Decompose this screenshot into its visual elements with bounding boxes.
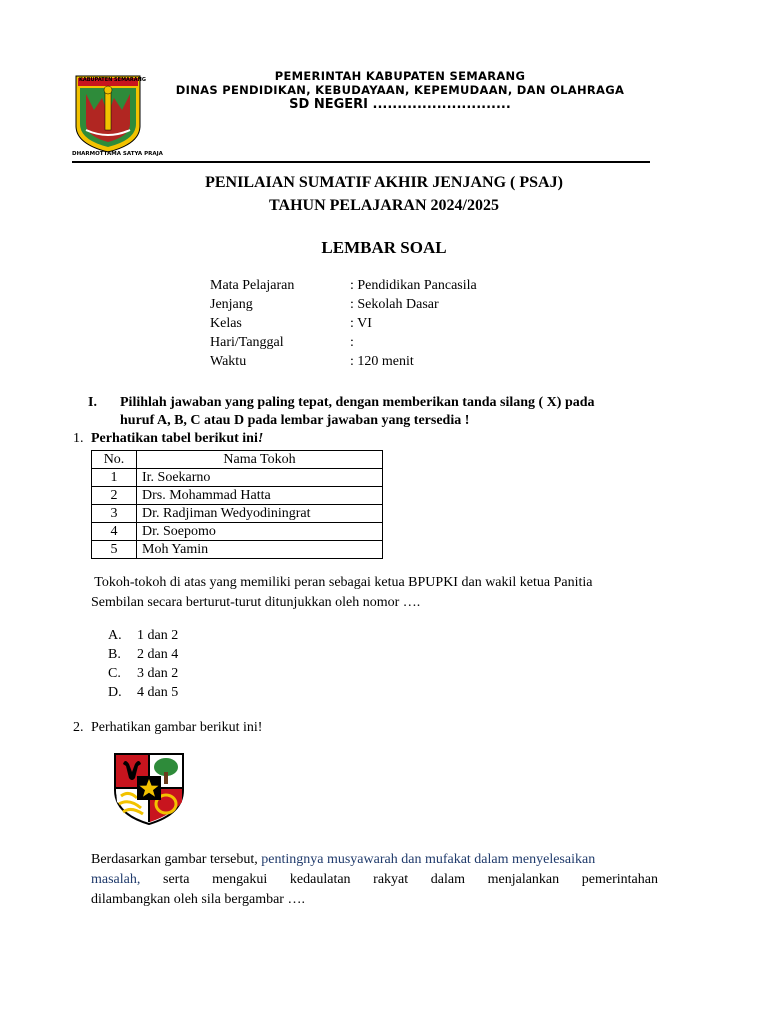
prompt-end: !	[257, 431, 264, 446]
option-c[interactable]	[108, 666, 179, 685]
info-value: : Pendidikan Pancasila	[350, 278, 477, 293]
question-number: 2.	[73, 720, 84, 735]
table-header-row	[92, 451, 383, 469]
exam-title: PENILAIAN SUMATIF AKHIR JENJANG ( PSAJ)	[205, 174, 563, 191]
row-name: Drs. Mohammad Hatta	[137, 487, 383, 505]
stem-word: kedaulatan	[289, 872, 351, 887]
garuda-shield-emblem	[113, 752, 185, 826]
row-number: 4	[92, 523, 137, 541]
option-letter: D.	[108, 685, 122, 700]
stem-word: serta	[163, 872, 190, 887]
option-letter: C.	[108, 666, 121, 681]
row-number: 2	[92, 487, 137, 505]
table-row	[92, 505, 383, 523]
section-instruction-2: huruf A, B, C atau D pada lembar jawaban yang tersedia !	[120, 413, 470, 428]
stem-word: menjalankan	[487, 872, 560, 887]
question-stem-1: Tokoh-tokoh di atas yang memiliki peran sebagai ketua BPUPKI dan wakil ketua Panitia	[91, 575, 593, 590]
logo-motto: DHARMOTTAMA SATYA PRAJA	[72, 151, 163, 157]
table-header: Nama Tokoh	[137, 451, 383, 469]
option-a[interactable]	[108, 628, 179, 647]
row-name: Dr. Soepomo	[137, 523, 383, 541]
prompt-text: Perhatikan tabel berikut ini	[91, 431, 258, 446]
row-number: 5	[92, 541, 137, 559]
question-stem-line-3: dilambangkan oleh sila bergambar ….	[91, 892, 305, 907]
section-instruction-1: Pilihlah jawaban yang paling tepat, dengan memberikan tanda silang ( X) pada	[120, 395, 595, 410]
answer-options	[108, 628, 179, 704]
table-header: No.	[92, 451, 137, 469]
info-value: : VI	[350, 316, 372, 331]
row-number: 1	[92, 469, 137, 487]
figures-table	[91, 450, 383, 559]
stem-word: dalam	[430, 872, 465, 887]
row-name: Ir. Soekarno	[137, 469, 383, 487]
option-text: 1 dan 2	[137, 628, 179, 643]
stem-word: masalah,	[91, 872, 141, 887]
regency-logo	[72, 74, 144, 160]
info-label: Kelas	[210, 316, 242, 331]
option-text: 4 dan 5	[137, 685, 179, 700]
row-name: Moh Yamin	[137, 541, 383, 559]
table-row	[92, 487, 383, 505]
info-value: : Sekolah Dasar	[350, 297, 439, 312]
exam-year: TAHUN PELAJARAN 2024/2025	[269, 197, 499, 214]
logo-top-text: KABUPATEN SEMARANG	[79, 77, 146, 83]
stem-word: mengakui	[212, 872, 268, 887]
info-label: Jenjang	[210, 297, 253, 312]
info-label: Mata Pelajaran	[210, 278, 295, 293]
stem-text-highlight: pentingnya musyawarah dan mufakat dalam menyelesaikan	[261, 852, 596, 867]
info-label: Waktu	[210, 354, 247, 369]
option-d[interactable]	[108, 685, 179, 704]
option-letter: A.	[108, 628, 122, 643]
stem-word: pemerintahan	[581, 872, 658, 887]
header-divider	[72, 161, 650, 163]
table-row	[92, 541, 383, 559]
row-number: 3	[92, 505, 137, 523]
info-value: : 120 menit	[350, 354, 414, 369]
question-number: 1.	[73, 431, 84, 446]
table-row	[92, 523, 383, 541]
option-text: 3 dan 2	[137, 666, 179, 681]
question-prompt	[91, 431, 263, 447]
sheet-title: LEMBAR SOAL	[321, 238, 447, 257]
question-stem-line-2	[91, 872, 658, 888]
info-label: Hari/Tanggal	[210, 335, 284, 350]
info-block	[210, 278, 477, 373]
question-stem-line-1	[91, 852, 595, 868]
stem-text: Berdasarkan gambar tersebut,	[91, 852, 262, 867]
row-name: Dr. Radjiman Wedyodiningrat	[137, 505, 383, 523]
header-government: PEMERINTAH KABUPATEN SEMARANG	[274, 69, 526, 83]
stem-word: rakyat	[373, 872, 409, 887]
option-text: 2 dan 4	[137, 647, 179, 662]
option-letter: B.	[108, 647, 121, 662]
question-prompt: Perhatikan gambar berikut ini!	[91, 720, 263, 735]
header-department: DINAS PENDIDIKAN, KEBUDAYAAN, KEPEMUDAAN, DAN OLAHRAGA	[175, 83, 625, 97]
table-row	[92, 469, 383, 487]
info-value: :	[350, 335, 354, 350]
option-b[interactable]	[108, 647, 179, 666]
header-school: SD NEGERI ............................	[289, 97, 511, 112]
section-numeral: I.	[88, 395, 97, 410]
question-stem-2: Sembilan secara berturut-turut ditunjukkan oleh nomor ….	[91, 595, 421, 610]
